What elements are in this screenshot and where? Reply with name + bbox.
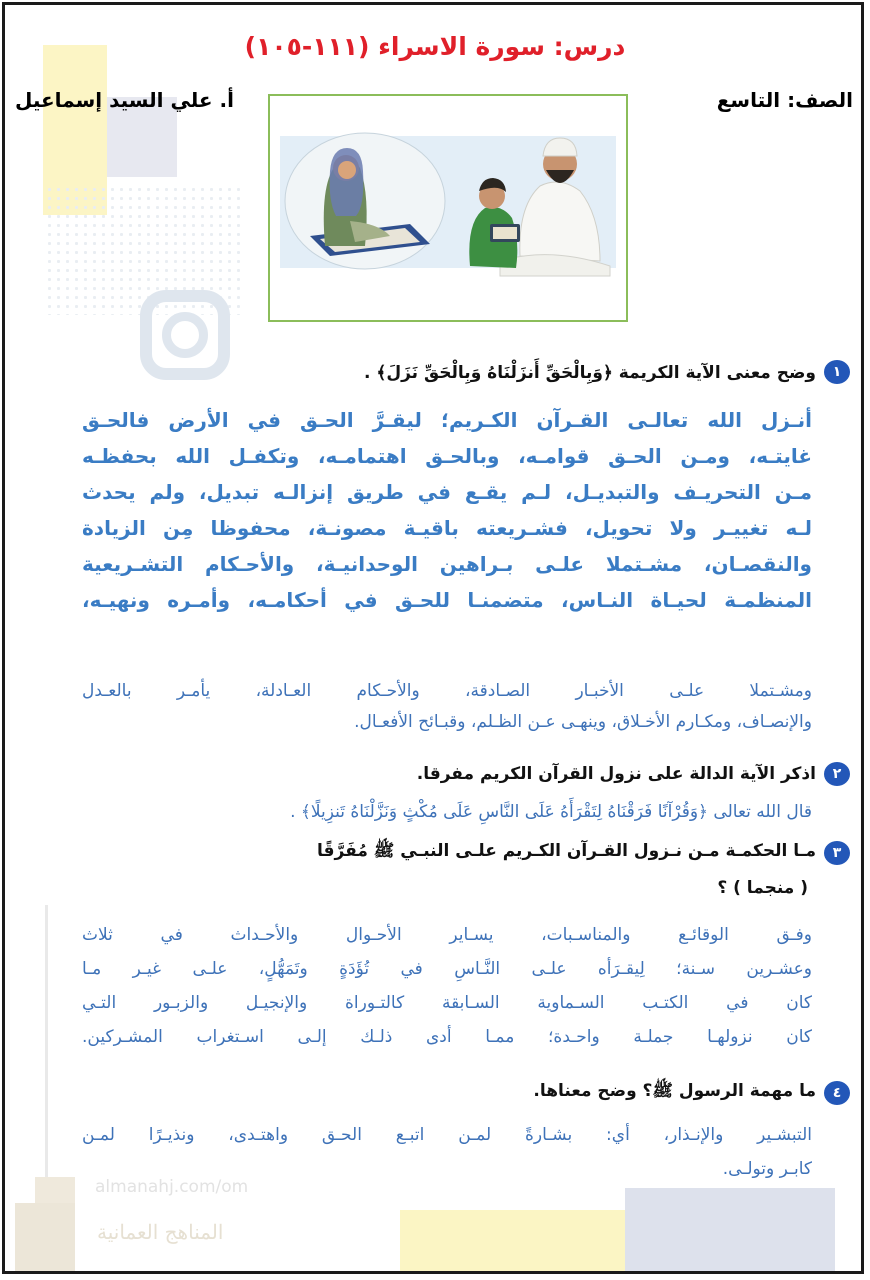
- question-number-badge: ٤: [824, 1081, 850, 1105]
- question-text: ما مهمة الرسول ﷺ؟ وضح معناها.: [533, 1081, 816, 1101]
- answer-line: غايتـه، ومـن الحـق قوامـه، وبالحـق اهتمامـه، وتكفـل الله بحفظـه: [82, 444, 812, 468]
- illustration-frame: [268, 94, 628, 322]
- watermark-logo: المناهج العمانية: [97, 1220, 224, 1244]
- answer-line: المنظمـة لحيـاة النـاس، متضمنـا للحـق في أحكامـه، وأمـره ونهيـه،: [82, 588, 812, 612]
- question-number-badge: ١: [824, 360, 850, 384]
- answer-2: [82, 798, 812, 826]
- lesson-title: درس: سورة الاسراء (١١١-١٠٥): [244, 32, 626, 61]
- answer-line: أنـزل الله تعالـى القـرآن الكـريم؛ ليقـرَّ الحـق في الأرض فالحـق: [82, 408, 812, 432]
- answer-1-continued: [82, 676, 812, 738]
- answer-line: كان نزولهـا جملـة واحـدة؛ ممـا أدى ذلـك إلـى اسـتغراب المشـركين.: [82, 1027, 812, 1047]
- answer-line: مـن التحريـف والتبديـل، لـم يقـع في طريق إنزالـه تبديل، ولم يحدث: [82, 480, 812, 504]
- question-number-badge: ٢: [824, 762, 850, 786]
- answer-3: [82, 918, 812, 1054]
- answer-line: ومشـتملا علـى الأخبـار الصـادقة، والأحـكام العـادلة، يأمـر بالعـدل: [82, 681, 812, 701]
- illustration-family-reading-quran: [270, 96, 626, 320]
- answer-line: والإنصـاف، ومكـارم الأخـلاق، وينهـى عـن الظـلم، وقبـائح الأفعـال.: [354, 712, 812, 732]
- question-3: [317, 840, 850, 865]
- watermark-url: almanahj.com/om: [95, 1177, 249, 1197]
- question-text: وضح معنى الآية الكريمة ﴿وَبِالْحَقِّ أَنزَلْنَاهُ وَبِالْحَقِّ نَزَلَ﴾ .: [364, 362, 816, 383]
- answer-line: التبشـير والإنـذار، أي: بشـارةً لمـن اتبـع الحـق واهتـدى، ونذيـرًا لمـن: [82, 1125, 812, 1145]
- decor-beige-block-small: [35, 1177, 75, 1203]
- answer-4: [82, 1118, 812, 1186]
- question-text: مـا الحكمـة مـن نـزول القـرآن الكـريم علـى النبـي ﷺ مُفَرَّقًا: [317, 841, 816, 861]
- answer-line: لـه تغييـر ولا تحويل، فشـريعته باقيـة مصونـة، محفوظا مِن الزيادة: [82, 516, 812, 540]
- watermark-instagram-lens: [162, 312, 208, 358]
- teacher-name: أ. علي السيد إسماعيل: [15, 88, 234, 112]
- question-3-continuation: ( منجما ) ؟: [717, 878, 808, 898]
- question-2: [417, 762, 850, 786]
- question-text: اذكر الآية الدالة على نزول القرآن الكريم مفرقا.: [416, 764, 816, 784]
- decor-gray-footer-block: [625, 1188, 835, 1274]
- answer-line: كابـر وتولـى.: [722, 1159, 812, 1179]
- decor-beige-block: [15, 1203, 75, 1273]
- question-1: [364, 360, 850, 384]
- decor-side-line: [45, 905, 48, 1205]
- question-number-badge: ٣: [824, 841, 850, 865]
- answer-line: كان في الكتـب السـماوية السـابقة كالتـوراة والإنجيـل والزبـور التـي: [82, 993, 812, 1013]
- grade-label: الصف: التاسع: [716, 88, 853, 112]
- answer-line: قال الله تعالى ﴿وَقُرْآنًا فَرَقْنَاهُ لِتَقْرَأَهُ عَلَى النَّاسِ عَلَى مُكْثٍ وَنَزَّلْنَاهُ تَنزِيلًا﴾ .: [290, 802, 812, 822]
- answer-1: [82, 402, 812, 618]
- question-4: [533, 1080, 850, 1105]
- answer-line: وفـق الوقائـع والمناسـبات، يسـاير الأحـوال والأحـداث في ثلاث: [82, 925, 812, 945]
- answer-line: وعشـرين سـنة؛ لِيقـرَأه علـى النَّـاسِ في تُؤَدَةٍ وتَمَهُّلٍ، علـى غيـر مـا: [82, 959, 812, 979]
- answer-line: والنقصـان، مشـتملا علـى بـراهين الوحدانيـة، والأحـكام التشـريعية: [82, 552, 812, 576]
